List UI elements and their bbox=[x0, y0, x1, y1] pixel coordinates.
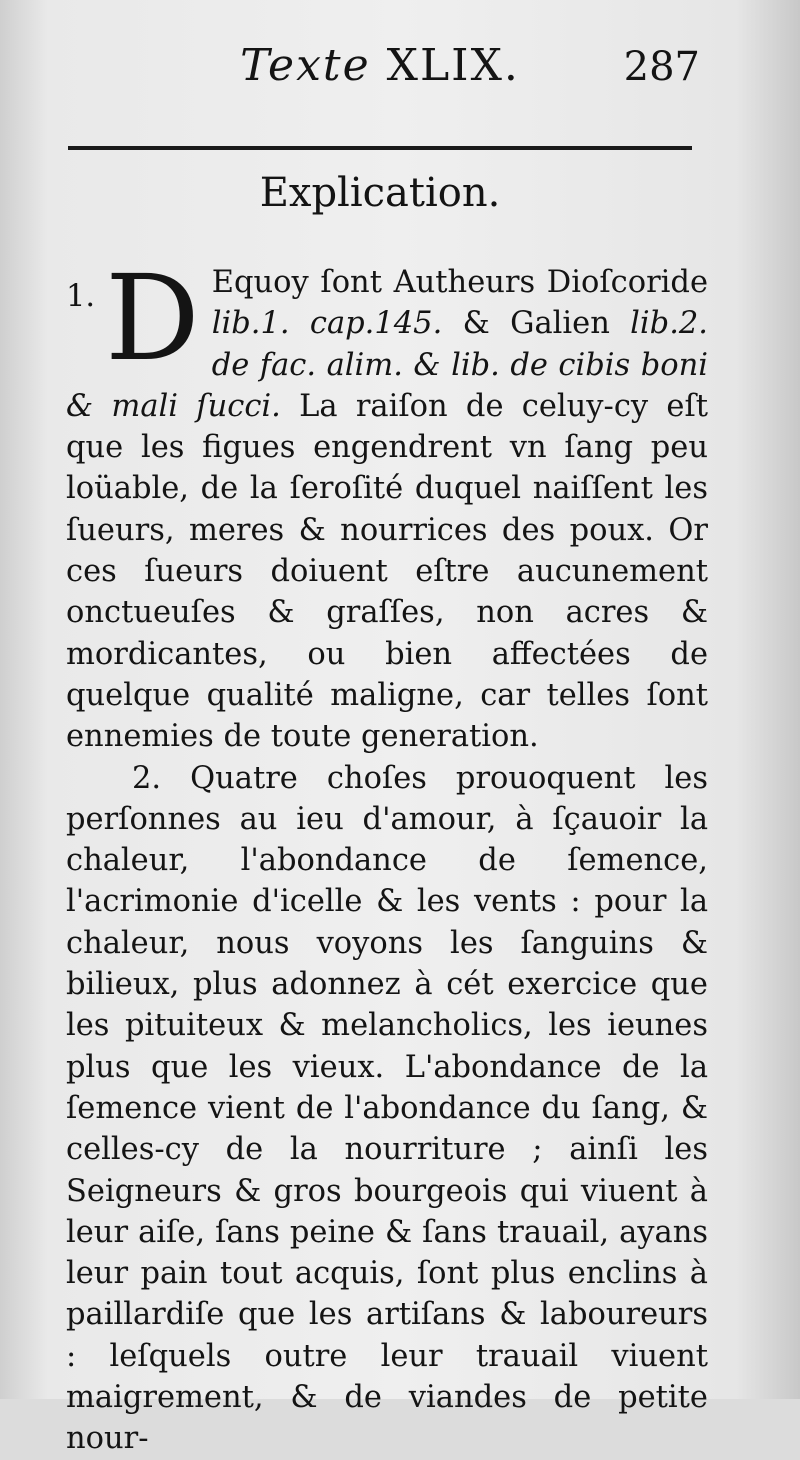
paragraph-text: La raiſon de celuy-cy eſt que les figues engendrent vn ſang peu loüable, de la ſeroſité duquel naiſſent les ſueurs, meres & nourrices des poux. Or ces ſueurs doiuent eſtre aucunement onctueuſes & graſſes, non acres & mordicantes, ou bien affectées de quelque qualité maligne, car telles ſont ennemies de toute generation. bbox=[66, 388, 709, 755]
running-header bbox=[60, 40, 700, 100]
citation: lib.1. cap.145. bbox=[211, 306, 443, 342]
header-rule bbox=[68, 146, 692, 150]
drop-cap: D bbox=[105, 249, 200, 387]
page-number: 287 bbox=[623, 44, 700, 90]
body-text bbox=[66, 249, 709, 1460]
paragraph-text: & Galien bbox=[462, 306, 631, 342]
paragraph-1 bbox=[66, 249, 709, 758]
citation: lib.2. de fac. alim. & lib. de cibis boni & mali ſucci. bbox=[66, 306, 709, 424]
paragraph-text: Equoy ſont Autheurs Dioſcoride bbox=[211, 265, 708, 300]
running-title-italic: Texte bbox=[240, 40, 371, 91]
paragraph-number: 2. bbox=[132, 760, 162, 796]
paragraph-number: 1. bbox=[66, 279, 96, 314]
running-title bbox=[60, 40, 700, 91]
paragraph-2 bbox=[66, 758, 708, 1460]
section-heading: Explication. bbox=[259, 170, 501, 216]
running-title-roman: XLIX. bbox=[386, 40, 520, 91]
paragraph-text: Quatre choſes prouoquent les perſonnes au ieu d'amour, à ſçauoir la chaleur, l'abondance de ſemence, l'acrimonie d'icelle & les vents : pour la chaleur, nous voyons les ſanguins & bilieux, plus adonnez à cét exercice que les pituiteux & melancholics, les ieunes plus que les vieux. L'abondance de la ſemence vient de l'abondance du ſang, & celles-cy de la nourriture ; ainſi les Seigneurs & gros bourgeois qui viuent à leur aiſe, ſans peine & ſans trauail, ayans leur pain tout acquis, ſont plus enclins à paillardiſe que les artiſans & laboureurs : leſquels outre leur trauail viuent maigrement, & de viandes de petite nour- bbox=[66, 760, 708, 1457]
